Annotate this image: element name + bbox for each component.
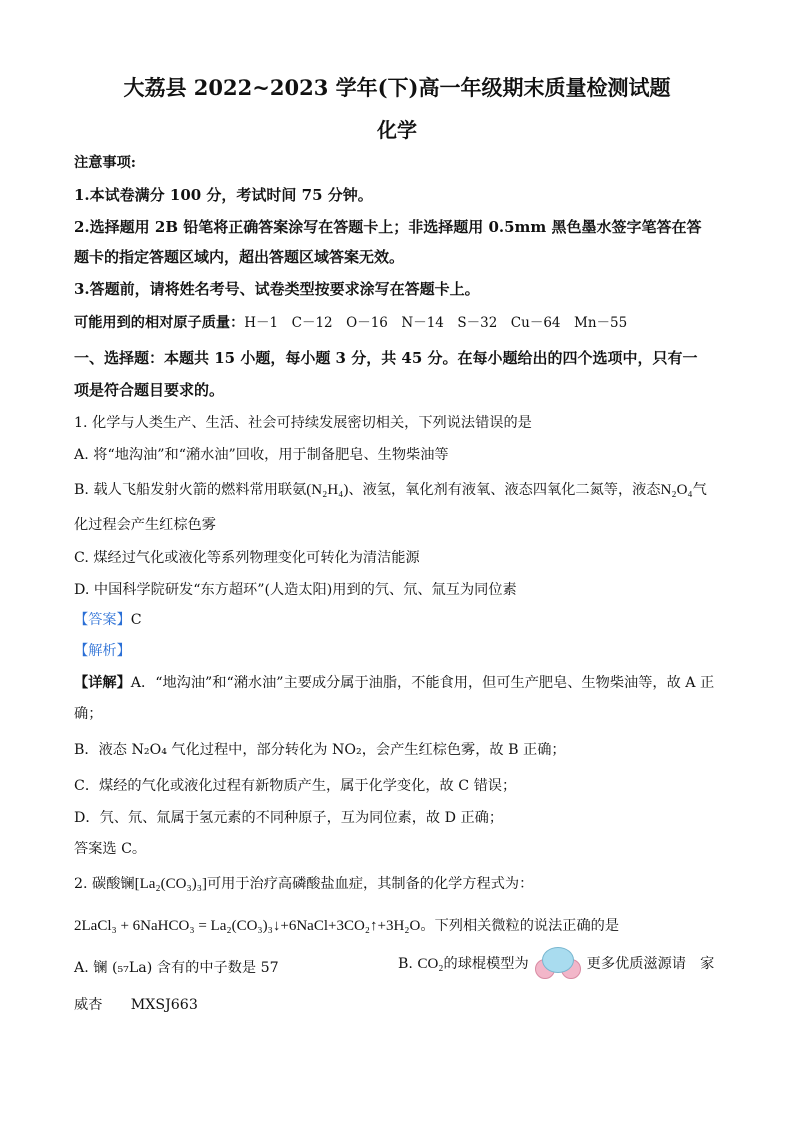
q2-option-b-formula: CO₂ — [417, 956, 444, 972]
analysis-label: 【解析】 — [74, 643, 131, 659]
q1-detail-a-cont: 确； — [74, 706, 103, 722]
note-item-2-cont: 题卡的指定答题区域内，超出答题区域答案无效。 — [74, 248, 405, 266]
note-item-1: 1.本试卷满分 100 分，考试时间 75 分钟。 — [74, 186, 373, 204]
q1-detail-c: C．煤经的气化或液化过程有新物质产生，属于化学变化，故 C 错误； — [74, 778, 517, 794]
answer-label: 【答案】 — [74, 612, 131, 628]
q1-option-b-cont: 化过程会产生红棕色雾 — [74, 517, 216, 533]
q1-option-b-post: 气 — [692, 482, 707, 498]
q1-option-d: D. 中国科学院研发“东方超环”(人造太阳)用到的氕、氘、氚互为同位素 — [74, 582, 517, 598]
q2-option-a: A. 镧 (₅₇La) 含有的中子数是 57 — [74, 960, 279, 976]
subject-title: 化学 — [377, 118, 417, 142]
q1-stem: 1. 化学与人类生产、生活、社会可持续发展密切相关，下列说法错误的是 — [74, 415, 532, 431]
q1-detail-a — [74, 672, 714, 692]
q1-conclusion: 答案选 C。 — [74, 841, 147, 857]
q1-option-b-mid: 、液氢，氧化剂有液氧、液态四氧化二氮等，液态 — [348, 482, 661, 498]
note-item-3: 3.答题前，请将姓名考号、试卷类型按要求涂写在答题卡上。 — [74, 280, 480, 298]
q1-analysis — [74, 640, 131, 660]
detail-a-text: A．“地沟油”和“潲水油”主要成分属于油脂，不能食用，但可生产肥皂、生物柴油等，故 A 正 — [130, 675, 715, 691]
q1-option-b-formula2: N₂O₄ — [660, 482, 693, 498]
co2-ball-stick-model-image — [533, 951, 583, 977]
q1-option-b — [74, 479, 707, 499]
atomic-mass-values: H－1 C－12 O－16 N－14 S－32 Cu－64 Mn－55 — [244, 315, 628, 331]
q2-equation: 2LaCl₃ + 6NaHCO₃ = La₂(CO₃)₃↓+6NaCl+3CO₂↑+3H₂O — [74, 918, 421, 934]
ball-center — [542, 947, 574, 973]
q1-option-b-formula: (N₂H₄) — [306, 482, 349, 498]
q2-equation-line — [74, 915, 619, 935]
section1-heading-cont: 项是符合题目要求的。 — [74, 381, 225, 399]
q1-option-a: A. 将“地沟油”和“潲水油”回收，用于制备肥皂、生物柴油等 — [74, 447, 449, 463]
atomic-mass-line — [74, 311, 627, 332]
q2-option-b-post: 更多优质滋源请 家 — [586, 956, 715, 972]
q2-equation-post: 。下列相关微粒的说法正确的是 — [420, 918, 620, 934]
detail-label: 【详解】 — [74, 675, 131, 691]
q2-option-b-pre: B. — [398, 956, 418, 972]
q2-stem-formula: [La₂(CO₃)₃] — [134, 876, 207, 892]
q2-option-b-mid: 的球棍模型为 — [443, 956, 529, 972]
answer-value: C — [130, 612, 142, 628]
note-item-2: 2.选择题用 2B 铅笔将正确答案涂写在答题卡上；非选择题用 0.5mm 黑色墨水签字笔答在答 — [74, 218, 702, 236]
q2-stem — [74, 873, 533, 893]
q1-answer — [74, 609, 142, 629]
q1-detail-d: D．氕、氘、氚属于氢元素的不同种原子，互为同位素，故 D 正确； — [74, 810, 504, 826]
q1-option-b-pre: B. 载人飞船发射火箭的燃料常用联氨 — [74, 482, 307, 498]
exam-title: 大荔县 2022~2023 学年(下)高一年级期末质量检测试题 — [123, 75, 671, 100]
q1-detail-b: B．液态 N₂O₄ 气化过程中，部分转化为 NO₂，会产生红棕色雾，故 B 正确； — [74, 742, 566, 758]
watermark-text: 威杏 MXSJ663 — [74, 997, 198, 1013]
notes-heading: 注意事项: — [74, 155, 136, 171]
q2-option-b — [398, 951, 714, 977]
q2-stem-post: 可用于治疗高磷酸盐血症，其制备的化学方程式为： — [206, 876, 534, 892]
q1-option-c: C. 煤经过气化或液化等系列物理变化可转化为清洁能源 — [74, 550, 420, 566]
atomic-mass-label: 可能用到的相对原子质量： — [74, 315, 245, 331]
q2-stem-pre: 2. 碳酸镧 — [74, 876, 135, 892]
section1-heading: 一、选择题：本题共 15 小题，每小题 3 分，共 45 分。在每小题给出的四个选项中，只有一 — [74, 349, 698, 367]
